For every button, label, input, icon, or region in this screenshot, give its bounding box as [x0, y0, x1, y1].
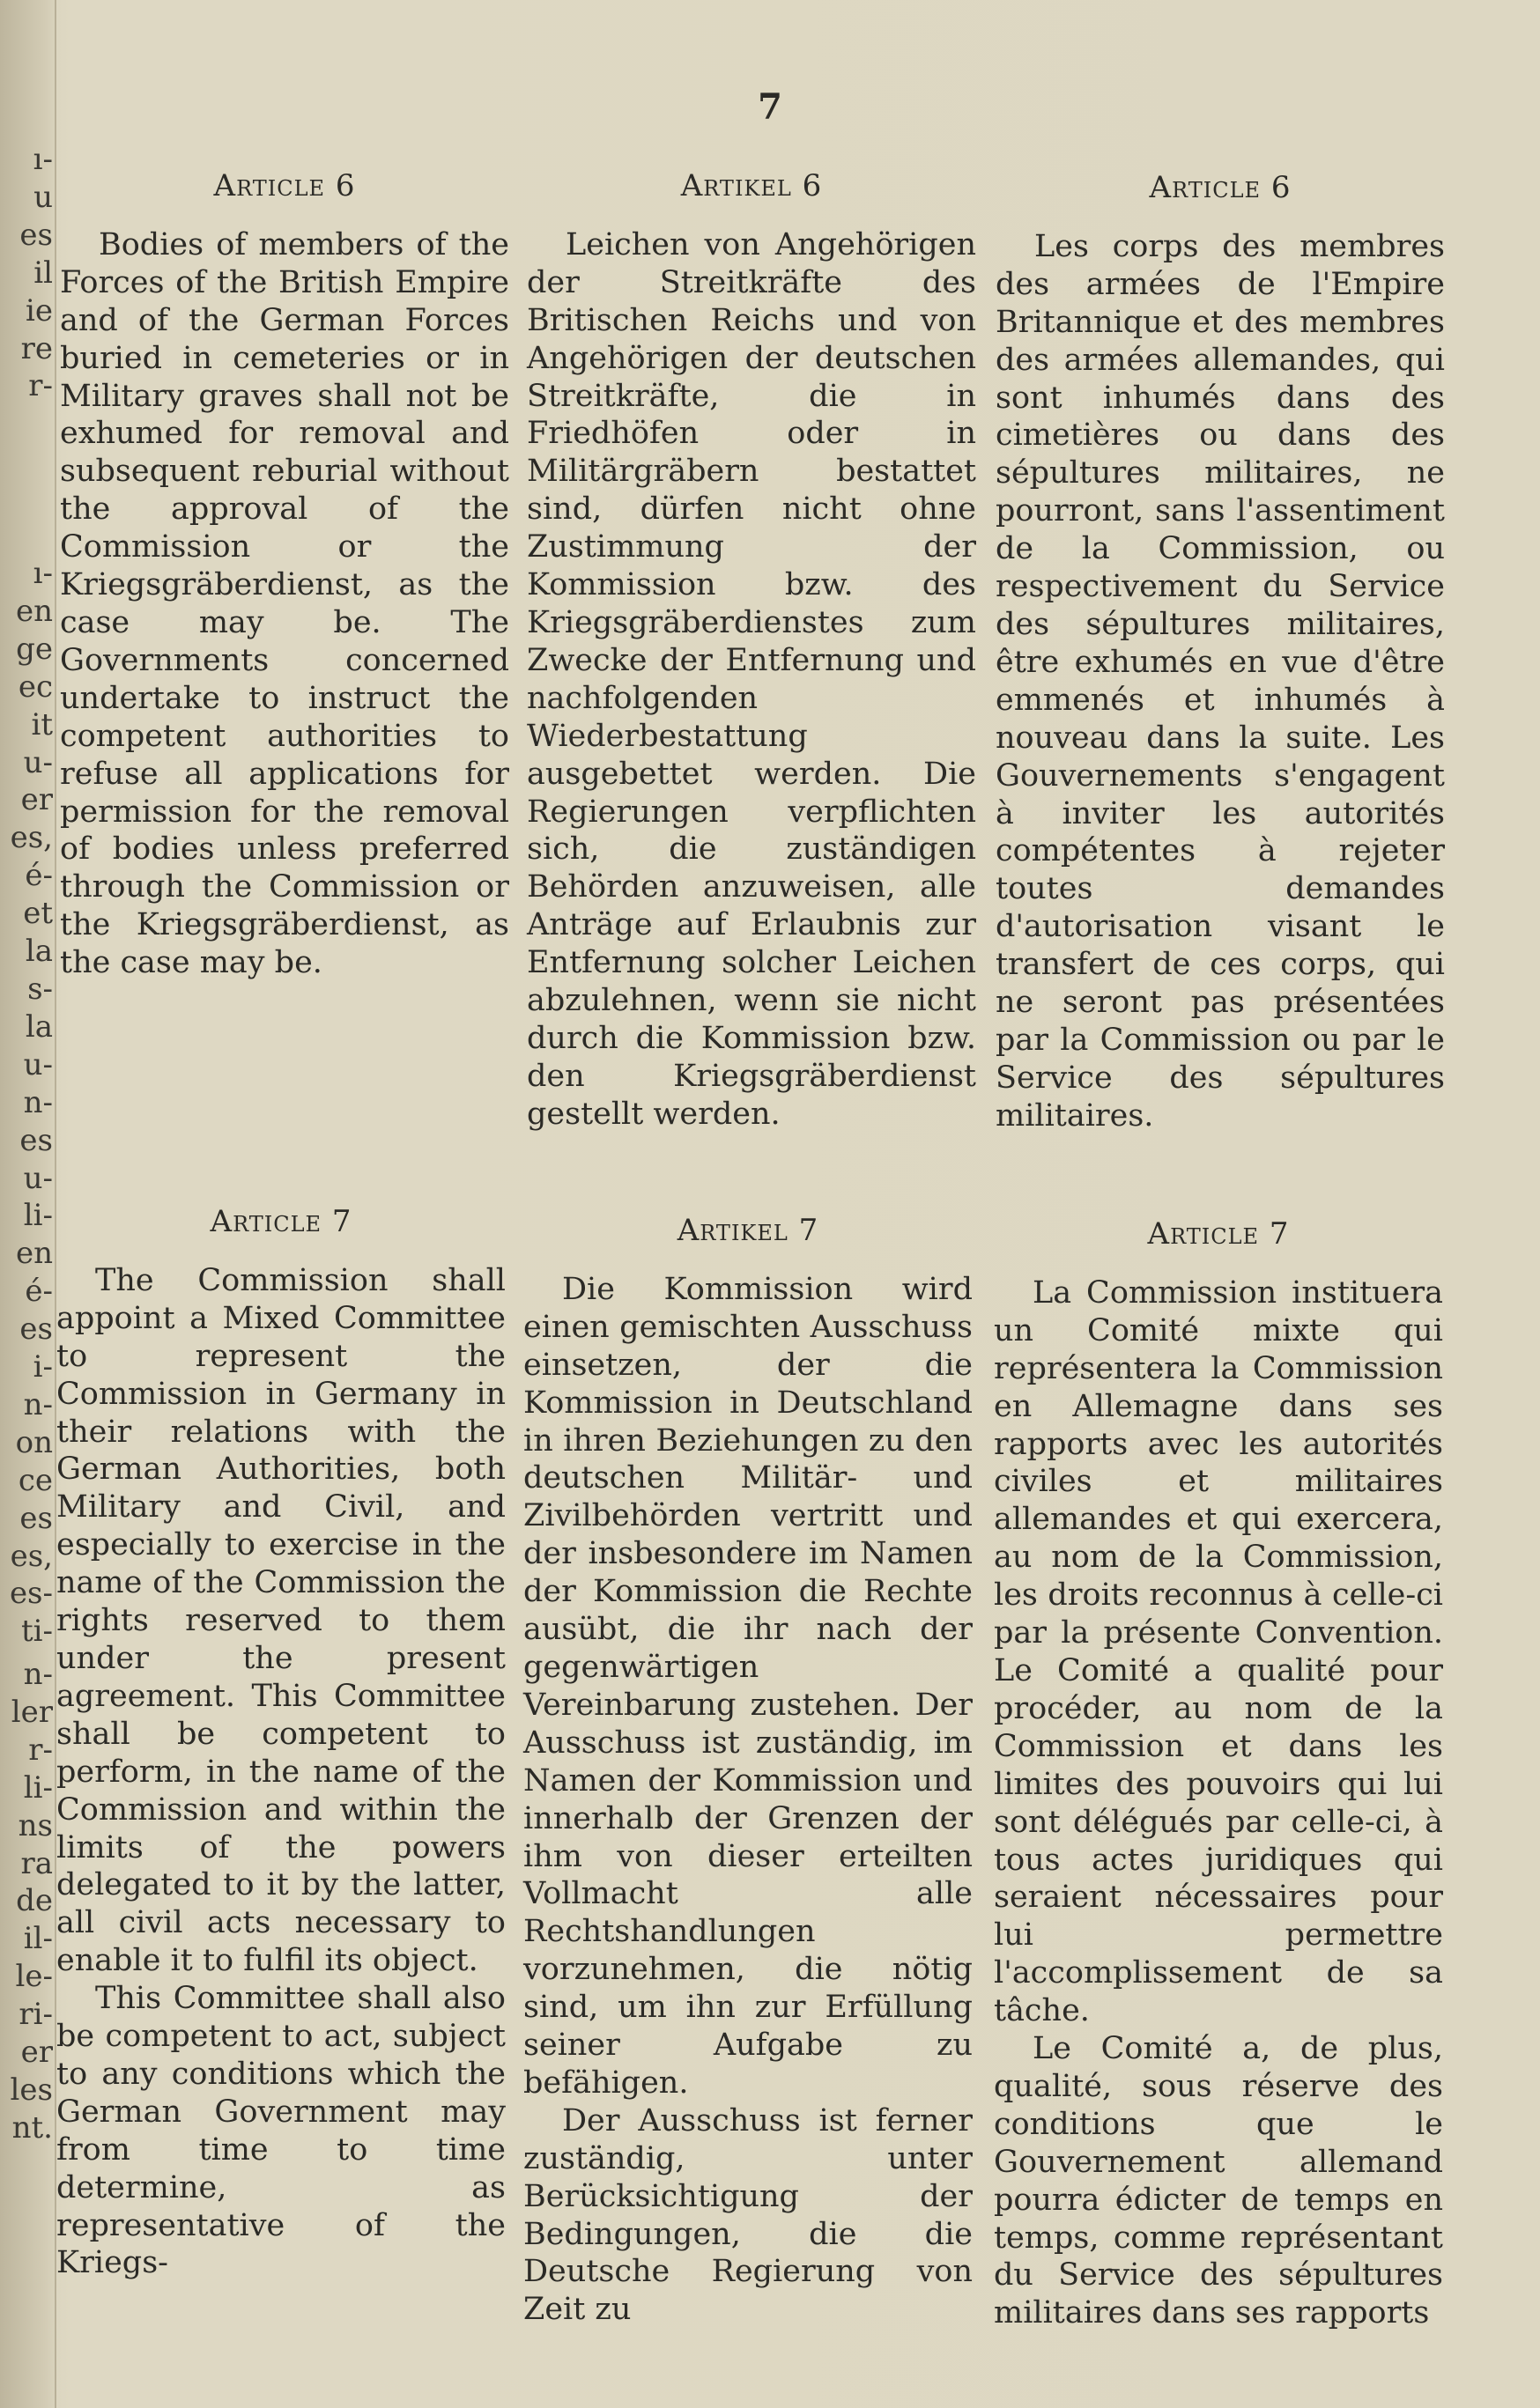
gutter-fragment: la: [25, 1008, 53, 1045]
gutter-fragment: n-: [23, 1386, 53, 1422]
gutter-fragment: n-: [23, 1657, 53, 1692]
page-number: 7: [758, 86, 782, 128]
gutter-fragment: es-: [9, 1576, 53, 1612]
gutter-fragment: it: [31, 706, 53, 742]
gutter-fragment: li-: [23, 1769, 53, 1806]
article7-french-paragraph-1: La Commission instituera un Comité mixte qui représentera la Commission en Allemagne dans ses rapports avec les autorités civiles et militaires allemandes et qui exercera, au nom de la Commission, les droits reconnus à celle-ci par la présente Convention. Le Comité a qualité pour procéder, au nom de la Commission et dans les limites des pouvoirs qui lui sont délégués par celle-ci, à tous actes juridiques qui seraient nécessaires pour lui permettre l'accomplissement de sa tâche.: [994, 1274, 1443, 2029]
gutter-fragment: il: [33, 255, 53, 291]
gutter-fragment: u: [33, 179, 53, 215]
gutter-fragment: ec: [18, 668, 53, 705]
gutter-fragment: en: [15, 593, 53, 629]
article7-french-column: [994, 1215, 1443, 2332]
gutter-fragment: er: [20, 782, 53, 818]
gutter-fragment: en: [15, 1236, 53, 1272]
facing-page-gutter: [0, 0, 56, 2408]
gutter-fragment: ler: [11, 1694, 53, 1730]
gutter-fragment: il-: [23, 1921, 53, 1957]
gutter-fragment: es,: [10, 820, 53, 856]
article7-french-heading: Article 7: [1147, 1216, 1290, 1252]
article6-german-heading: Artikel 6: [680, 168, 823, 203]
article7-german-paragraph-1: Die Kommission wird einen gemischten Ausschuss einsetzen, der die Kommission in Deutschland in ihren Beziehungen zu den deutschen Militär- und Zivilbehörden vertritt und der insbesondere im Namen der Kommission die Rechte ausübt, die ihr nach der gegenwärtigen Vereinbarung zustehen. Der Ausschuss ist zuständig, im Namen der Kommission und innerhalb der Grenzen der ihm von dieser erteilten Vollmacht alle Rechtshandlungen vorzunehmen, die nötig sind, um ihn zur Erfüllung seiner Aufgabe zu befähigen.: [523, 1271, 973, 2101]
gutter-fragment: de: [16, 1883, 53, 1919]
gutter-fragment: ie: [26, 292, 53, 329]
gutter-fragment: i-: [33, 1349, 53, 1385]
gutter-fragment: es: [19, 217, 53, 253]
article7-german-column: [523, 1212, 973, 2329]
gutter-fragment: re: [20, 330, 53, 366]
article6-french-heading: Article 6: [1149, 170, 1292, 205]
article7-english-paragraph-2: This Committee shall also be competent to act, subject to any conditions which the German Government may from time to time determine, as representative of the Kriegs-: [56, 1981, 506, 2281]
gutter-fragment: le-: [15, 1959, 53, 1995]
gutter-fragment: é-: [25, 858, 53, 894]
gutter-fragment: ge: [16, 631, 53, 667]
article6-english-heading: Article 6: [213, 168, 356, 203]
gutter-fragment: es: [19, 1500, 53, 1536]
article7-english-column: [56, 1203, 506, 2282]
gutter-fragment: u-: [23, 744, 53, 780]
gutter-fragment: es: [19, 1311, 53, 1348]
gutter-fragment: s-: [27, 971, 53, 1007]
gutter-fragments-low: [0, 1656, 53, 2147]
gutter-fragment: r-: [28, 368, 53, 404]
gutter-fragment: u-: [23, 1046, 53, 1082]
gutter-fragment: u-: [23, 1160, 53, 1196]
article7-french-paragraph-2: Le Comité a, de plus, qualité, sous réserve des conditions que le Gouvernement allemand pourra édicter de temps en temps, comme représentant du Service des sépultures militaires dans ses rapports: [994, 2031, 1443, 2331]
gutter-fragment: n-: [23, 1084, 53, 1120]
gutter-fragment: ı-: [33, 142, 53, 177]
gutter-fragment: ti-: [20, 1614, 53, 1650]
gutter-fragment: r-: [28, 1732, 53, 1768]
gutter-fragment: ns: [18, 1807, 53, 1843]
gutter-fragment: ce: [18, 1462, 53, 1498]
gutter-fragment: ri-: [19, 1997, 53, 2033]
article7-german-paragraph-2: Der Ausschuss ist ferner zuständig, unter Berücksichtigung der Bedingungen, die die Deutsche Regierung von Zeit zu: [523, 2102, 973, 2328]
gutter-fragment: es: [19, 1122, 53, 1158]
gutter-fragment: ı-: [33, 556, 53, 591]
gutter-fragment: et: [23, 896, 53, 932]
gutter-fragment: li-: [23, 1198, 53, 1234]
gutter-fragment: les: [10, 2072, 53, 2108]
article6-french-paragraph: Les corps des membres des armées de l'Empire Britannique et des membres des armées allemandes, qui sont inhumés dans des cimetières ou dans des sépultures militaires, ne pourront, sans l'assentiment de la Commission, ou respectivement du Service des sépultures militaires, être exhumés en vue d'être emmenés et inhumés à nouveau dans la suite. Les Gouvernements s'engagent à inviter les autorités compétentes à rejeter toutes demandes d'autorisation visant le transfert de ces corps, qui ne seront pas présentées par la Commission ou par le Service des sépultures militaires.: [996, 228, 1445, 1134]
gutter-fragments-top: [0, 141, 53, 405]
article6-german-paragraph: Leichen von Angehörigen der Streitkräfte des Britischen Reichs und von Angehörigen der deutschen Streitkräfte, die in Friedhöfen oder in Militärgräbern bestattet sind, dürfen nicht ohne Zustimmung der Kommission bzw. des Kriegsgräberdienstes zum Zwecke der Entfernung und nachfolgenden Wiederbestattung ausgebettet werden. Die Regierungen verpflichten sich, die zuständigen Behörden anzuweisen, alle Anträge auf Erlaubnis zur Entfernung solcher Leichen abzulehnen, wenn sie nicht durch die Kommission bzw. den Kriegsgräberdienst gestellt werden.: [527, 226, 976, 1132]
article6-english-column: [60, 167, 509, 982]
article6-english-paragraph: Bodies of members of the Forces of the British Empire and of the German Forces buried in cemeteries or in Military graves shall not be exhumed for removal and subsequent reburial without the approval of the Commission or the Kriegsgräberdienst, as the case may be. The Governments concerned undertake to instruct the competent authorities to refuse all applications for permission for the removal of bodies unless preferred through the Commission or the Kriegsgräberdienst, as the case may be.: [60, 226, 509, 981]
gutter-fragment: ra: [20, 1845, 53, 1881]
gutter-fragment: es,: [10, 1538, 53, 1574]
article6-french-column: [996, 169, 1445, 1135]
article7-english-heading: Article 7: [210, 1204, 352, 1239]
gutter-fragment: on: [15, 1424, 53, 1460]
article6-german-column: [527, 167, 976, 1134]
gutter-fragment: nt.: [11, 2109, 53, 2146]
gutter-fragment: er: [20, 2035, 53, 2071]
gutter-fragments-mid: [0, 555, 53, 1651]
article7-english-paragraph-1: The Commission shall appoint a Mixed Committee to represent the Commission in Germany in their relations with the German Authorities, both Military and Civil, and especially to exercise in the name of the Commission the rights reserved to them under the present agreement. This Committee shall be competent to perform, in the name of the Commission and within the limits of the powers delegated to it by the latter, all civil acts necessary to enable it to fulfil its object.: [56, 1262, 506, 1979]
article7-german-heading: Artikel 7: [677, 1213, 819, 1248]
gutter-fragment: é-: [25, 1274, 53, 1310]
gutter-fragment: la: [25, 934, 53, 970]
